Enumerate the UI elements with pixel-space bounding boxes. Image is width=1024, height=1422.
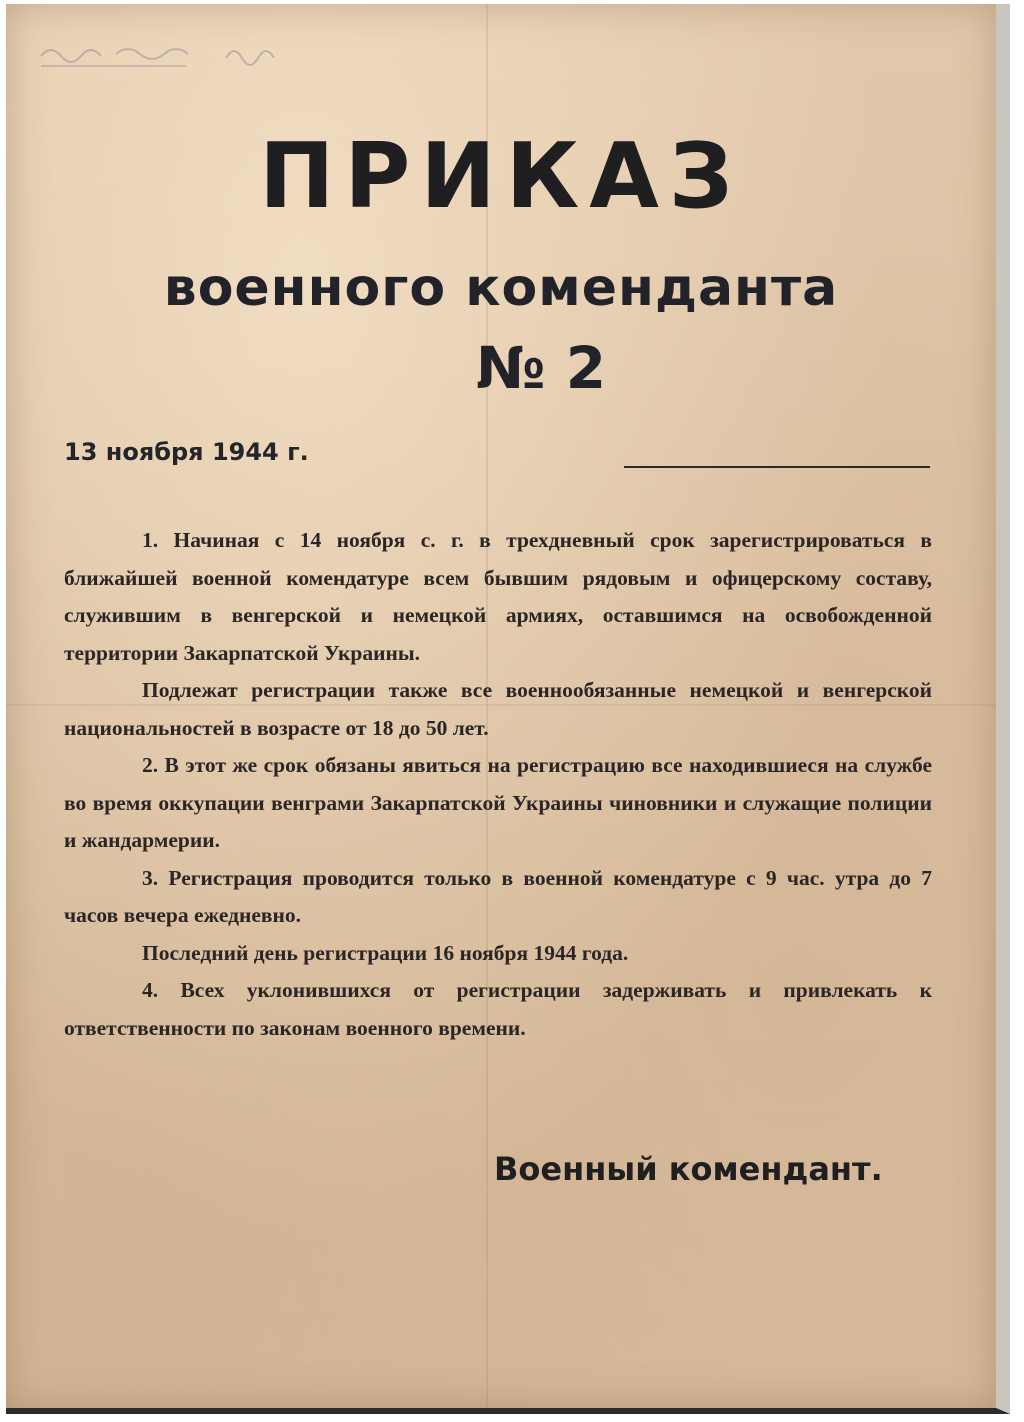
paragraph-1: 1. Начиная с 14 ноября с. г. в трехдневный срок зарегистрироваться в ближайшей военной комендатуре всем бывшим рядовым и офицерскому составу, служившим в венгерской и немецкой армиях, оставшимся на освобожденной территории Закарпатской Украины. xyxy=(64,528,932,665)
blank-line xyxy=(624,466,930,468)
document-subtitle: военного коменданта xyxy=(163,258,839,318)
order-number: № 2 xyxy=(475,334,607,402)
order-date: 13 ноября 1944 г. xyxy=(64,438,309,466)
paragraph-3: 2. В этот же срок обязаны явиться на регистрацию все находившиеся на службе во время оккупации венграми Закарпатской Украины чиновники и служащие полиции и жандармерии. xyxy=(64,753,932,852)
document-sheet xyxy=(6,4,1010,1414)
paragraph-5: Последний день регистрации 16 ноября 1944 года. xyxy=(142,940,629,965)
document-title: ПРИКАЗ xyxy=(259,124,743,229)
paragraph-6: 4. Всех уклонившихся от регистрации задерживать и привлекать к ответственности по законам военного времени. xyxy=(64,978,932,1040)
faded-stamp-marks xyxy=(36,36,336,76)
signature: Военный комендант. xyxy=(494,1150,883,1188)
order-body xyxy=(64,522,932,1047)
paragraph-2: Подлежат регистрации также все военнообязанные немецкой и венгерской национальностей в возрасте от 18 до 50 лет. xyxy=(64,678,932,740)
paragraph-4: 3. Регистрация проводится только в военной комендатуре с 9 час. утра до 7 часов вечера ежедневно. xyxy=(64,865,932,927)
